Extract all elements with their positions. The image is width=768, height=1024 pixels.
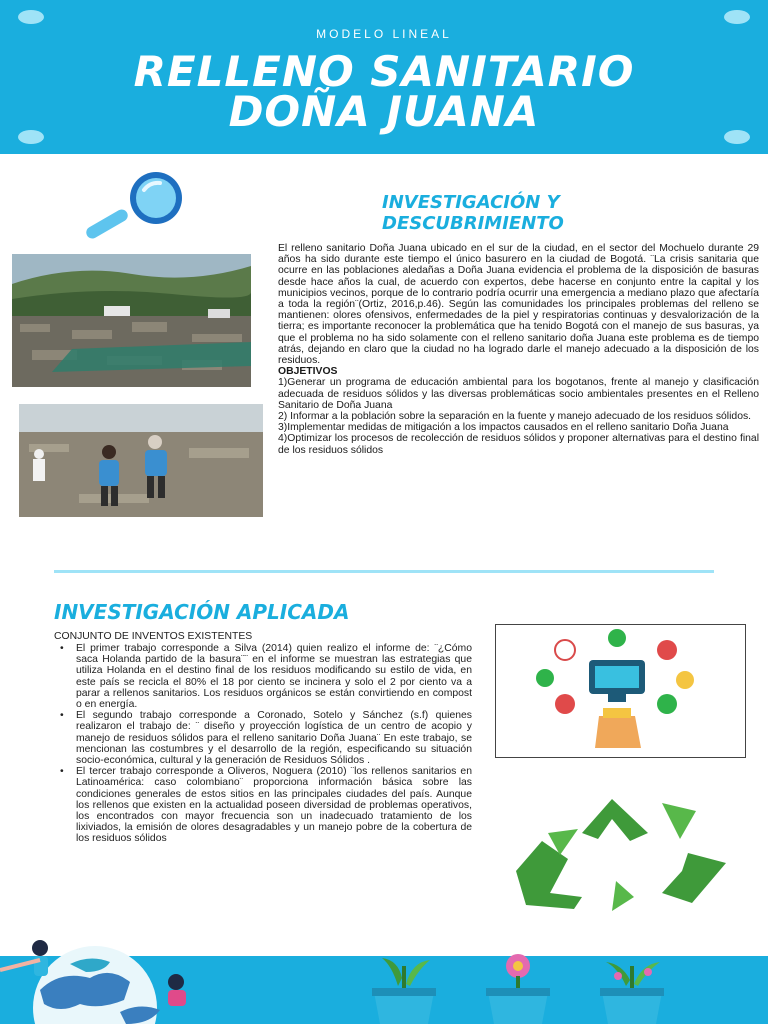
title-line-1: RELLENO SANITARIO — [133, 47, 635, 96]
list-item: • El segundo trabajo corresponde a Coronado, Sotelo y Sánchez (s.f) quienes realizaron el trabajo de: ¨ diseño y proyección logística de un centro de acopio y manejo de residuos sólidos para el relleno sanitario Doña Juana¨ En este trabajo, se mencionan las costumbres y el desarrollo de la región, especificando su situación socio-económica, cultural y la generación de Residuos Sólidos . — [54, 710, 472, 766]
earth-icon — [0, 930, 220, 1024]
decor-dot — [724, 10, 750, 24]
magnifier-icon — [84, 170, 200, 240]
plant-pot-icon — [368, 946, 678, 1024]
list-item: • El tercer trabajo corresponde a Oliveros, Noguera (2010) ¨los rellenos sanitarios en Latinoamérica: caso colombiano¨ proporciona información básica sobre las condiciones generales de estos sitios en las principales ciudades del país. Aunque los rellenos que existen en la actualidad poseen diversidad de problemas operativos, los encontrados con mayor frecuencia son un inadecuado tratamiento de los lixiviados, la emisión de olores desagradables y un manejo pobre de la cobertura de los residuos sólidos — [54, 766, 472, 844]
inventions-list — [54, 643, 472, 845]
investigation-text — [278, 243, 759, 456]
decor-dot — [18, 10, 44, 24]
science-innovation-icon — [495, 624, 746, 758]
section-divider — [54, 570, 714, 573]
objective-item: 1)Generar un programa de educación ambiental para los bogotanos, frente al manejo y clasificación adecuada de residuos sólidos y las diversas problemáticas socio ambientales presentes en el Relleno Sanitario de Doña Juana — [278, 377, 759, 411]
investigation-paragraph: El relleno sanitario Doña Juana ubicado en el sur de la ciudad, en el sector del Mochuelo durante 29 años ha sido durante este tiempo el único basurero en la ciudad de Bogotá. ¨La crisis sanitaria que ocurre en las poblaciones aledañas a Doña Juana evidencia el problema de la disposición de basuras desde hace años la cual, de acuerdo con expertos, debe hacerse en conjunto entre la capital y los municipios vecinos, porque de lo contrario podría ocurrir una emergencia a mediano plazo que afectaría a toda la región¨(Ortiz, 2016,p.46). Según las comunidades los principales problemas del relleno se mantienen: olores ofensivos, enfermedades de la piel y respiratorias continuas y desvalorización de la tierra; es importante reconocer la problemática que ha tenido Bogotá con el manejo de sus basuras, ya que el problema no ha sido solamente con el relleno sanitario doña Juana este problema es de tiempo atrás, dejando en claro que la ciudad no ha logrado darle el manejo adecuado a la disposición de los residuos. — [278, 243, 759, 367]
section-heading-investigation — [382, 192, 672, 234]
header-banner — [0, 0, 768, 154]
inventions-label: CONJUNTO DE INVENTOS EXISTENTES — [54, 631, 253, 642]
header-kicker: MODELO LINEAL — [316, 27, 452, 41]
list-item: • El primer trabajo corresponde a Silva (2014) quien realizo el informe de: ¨¿Cómo saca Holanda partido de la basura¨¨ en el informe se muestran las estrategias que utiliza Holanda en el destino final de los residuos modificando su estilo de vida, en este país se recicla el 80% el 18 por ciento se incinera y solo el 2 por ciento va a parar a rellenos sanitarios. Los residuos orgánicos se están convirtiendo en compost o en energía. — [54, 643, 472, 710]
objective-item: 4)Optimizar los procesos de recolección de residuos sólidos y proponer alternativas para el destino final de los residuos sólidos — [278, 433, 759, 456]
objective-item: 2) Informar a la población sobre la separación en la fuente y manejo adecuado de los residuos sólidos. — [278, 411, 752, 423]
page-title — [0, 47, 768, 136]
heading-line-2: DESCUBRIMIENTO — [382, 213, 564, 234]
decor-dot — [724, 130, 750, 144]
objective-item: 3)Implementar medidas de mitigación a los impactos causados en el relleno sanitario Doña Juana — [278, 422, 729, 434]
section-heading-applied: INVESTIGACIÓN APLICADA — [54, 600, 350, 624]
recycle-icon — [512, 793, 730, 911]
landfill-workers-photo — [19, 404, 263, 517]
objectives-title: OBJETIVOS — [278, 366, 338, 378]
decor-dot — [18, 130, 44, 144]
landfill-photo — [12, 254, 251, 387]
title-line-2: DOÑA JUANA — [228, 87, 540, 136]
heading-line-1: INVESTIGACIÓN Y — [382, 192, 560, 213]
